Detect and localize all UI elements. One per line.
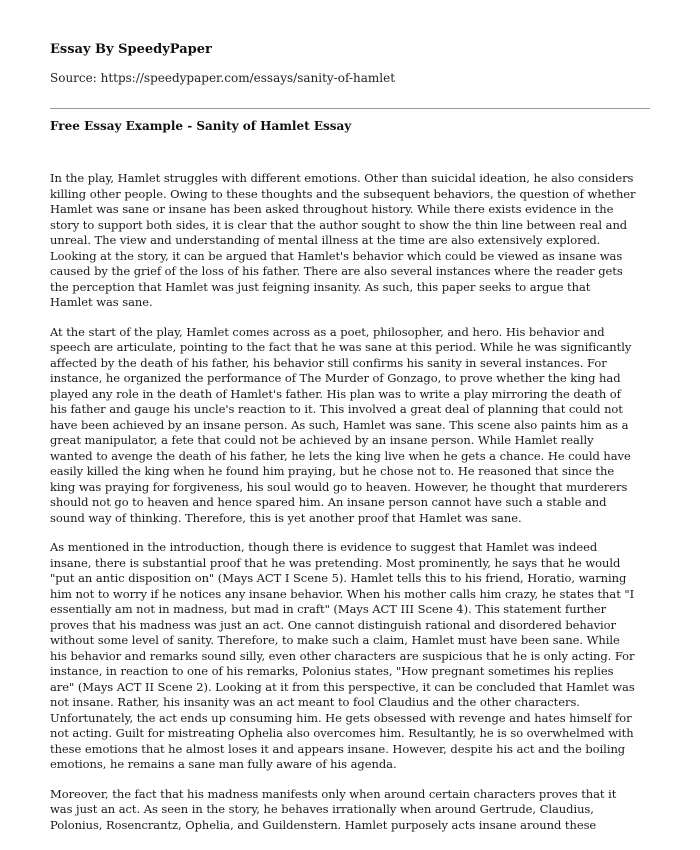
document-brand: Essay By SpeedyPaper [50,42,212,57]
essay-paragraph-2: At the start of the play, Hamlet comes across as a poet, philosopher, and hero. His behavior and speech are articulate, pointing to the fact that he was sane at this period. While he was significantly affected by the death of his father, his behavior still confirms his sanity in several instances. For instance, he organized the performance of The Murder of Gonzago, to prove whether the king had played any role in the death of Hamlet's father. His plan was to write a play mirroring the death of his father and gauge his uncle's reaction to it. This involved a great deal of planning that could not have been achieved by an insane person. As such, Hamlet was sane. This scene also paints him as a great manipulator, a fete that could not be achieved by an insane person. While Hamlet really wanted to avenge the death of his father, he lets the king live when he gets a chance. He could have easily killed the king when he found him praying, but he chose not to. He reasoned that since the king was praying for forgiveness, his soul would go to heaven. However, he thought that murderers should not go to heaven and hence spared him. An insane person cannot have such a stable and sound way of thinking. Therefore, this is yet another proof that Hamlet was sane. [50,324,632,525]
essay-paragraph-1: In the play, Hamlet struggles with different emotions. Other than suicidal ideation, he also considers killing other people. Owing to these thoughts and the subsequent behaviors, the question of whether Hamlet was sane or insane has been asked throughout history. While there exists evidence in the story to support both sides, it is clear that the author sought to show the thin line between real and unreal. The view and understanding of mental illness at the time are also extensively explored. Looking at the story, it can be argued that Hamlet's behavior which could be viewed as insane was caused by the grief of the loss of his father. There are also several instances where the reader gets the perception that Hamlet was just feigning insanity. As such, this paper seeks to argue that Hamlet was sane. [50,171,636,309]
header-divider [50,108,650,109]
essay-body [50,171,658,847]
essay-paragraph-4: Moreover, the fact that his madness manifests only when around certain characters proves that it was just an act. As seen in the story, he behaves irrationally when around Gertrude, Claudius, Polonius, Rosencrantz, Ophelia, and Guildenstern. Hamlet purposely acts insane around these [50,786,617,832]
essay-title: Free Essay Example - Sanity of Hamlet Essay [50,119,352,133]
source-line: Source: https://speedypaper.com/essays/sanity-of-hamlet [50,71,396,85]
essay-paragraph-3: As mentioned in the introduction, though there is evidence to suggest that Hamlet was indeed insane, there is substantial proof that he was pretending. Most prominently, he says that he would "put an antic disposition on" (Mays ACT I Scene 5). Hamlet tells this to his friend, Horatio, warning him not to worry if he notices any insane behavior. When his mother calls him crazy, he states that "I essentially am not in madness, but mad in craft" (Mays ACT III Scene 4). This statement further proves that his madness was just an act. One cannot distinguish rational and disordered behavior without some level of sanity. Therefore, to make such a claim, Hamlet must have been sane. While his behavior and remarks sound silly, even other characters are suspicious that he is only acting. For instance, in reaction to one of his remarks, Polonius states, "How pregnant sometimes his replies are" (Mays ACT II Scene 2). Looking at it from this perspective, it can be concluded that Hamlet was not insane. Rather, his insanity was an act meant to fool Claudius and the other characters. Unfortunately, the act ends up consuming him. He gets obsessed with revenge and hates himself for not acting. Guilt for mistreating Ophelia also overcomes him. Resultantly, he is so overwhelmed with these emotions that he almost loses it and appears insane. However, despite his act and the boiling emotions, he remains a sane man fully aware of his agenda. [50,540,635,771]
